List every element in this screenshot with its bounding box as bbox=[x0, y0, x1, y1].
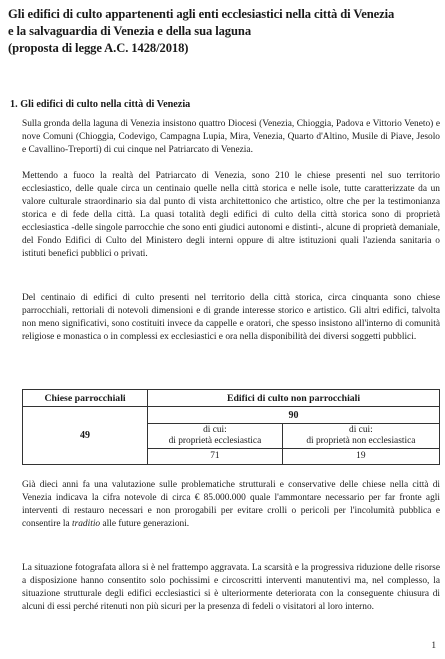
paragraph-diocesi: Sulla gronda della laguna di Venezia insistono quattro Diocesi (Venezia, Chioggia, Padova e Vittorio Veneto) e nove Comuni (Chioggia, Codevigo, Campagna Lupia, Mira, Venezia, Quarto d'Altino, Musile di Piave, Jesolo e Cavallino-Treporti) di cui cinque nel Patriarcato di Venezia. bbox=[22, 119, 440, 155]
paragraph-patriarcato: Mettendo a fuoco la realtà del Patriarcato di Venezia, sono 210 le chiese presenti nel suo territorio ecclesiastico, delle quale circa un centinaio quelle nella città storica e nelle isole, tutte caratterizzate da un valore culturale straordinario sia dal punto di vista architettonico che artistico, oltre che per la testimonianza storica e di fede della città. La quasi totalità degli edifici di culto della città storica sono di proprietà ecclesiastica -delle singole parrocchie che sono enti giudici autonomi e distinti-, alcune di proprietà demaniale, del Fondo Edifici di Culto del Ministero degli interni oppure di altre istituzioni quali l'azienda sanitaria o istituti benefici pubblici o privati. bbox=[22, 171, 440, 259]
churches-table bbox=[22, 389, 440, 465]
paragraph-situazione: La situazione fotografata allora si è nel frattempo aggravata. La scarsità e la progressiva riduzione delle risorse a disposizione hanno consentito solo pochissimi e circoscritti interventi manutentivi ma, nel complesso, la situazione strutturale degli edifici ecclesiastici si è ulteriormente deteriorata con la conseguente chiusura di alcuni di essi perché ritenuti non più sicuri per la presenza di fedeli o visitatori al loro interno. bbox=[22, 563, 440, 612]
table-header-row bbox=[23, 390, 440, 407]
paragraph-text: Già dieci anni fa una valutazione sulle problematiche strutturali e conservative delle chiese nella città di Venezia indicava la cifra notevole di circa € 85.000.000 quale l'ammontare necessario per far fronte agli interventi di restauro necessari e non prorogabili per evitare crolli o pericoli per l'incolumità pubblica e consentire la bbox=[22, 480, 440, 529]
title-line-3: (proposta di legge A.C. 1428/2018) bbox=[8, 41, 189, 55]
header-edifici-non-parrocchiali: Edifici di culto non parrocchiali bbox=[148, 390, 440, 407]
sub-header-ecclesiastica bbox=[148, 424, 283, 449]
title-line-2: e la salvaguardia di Venezia e della sua laguna bbox=[8, 24, 252, 38]
value-non-ecclesiastica: 19 bbox=[282, 449, 439, 465]
paragraph-centinaio: Del centinaio di edifici di culto presenti nel territorio della città storica, circa cinquanta sono chiese parrocchiali, rettoriali di notevoli dimensioni e di grande interesse storico e artistico. Gli altri edifici, talvolta non meno significativi, sono costituiti invece da cappelle e oratori, che spesso insistono all'interno di comunità religiose e monastica o in complessi ex ecclesiastici e ora nella disponibilità dei diversi soggetti pubblici. bbox=[22, 293, 440, 342]
section-heading: 1. Gli edifici di culto nella città di Venezia bbox=[10, 99, 191, 110]
table-row bbox=[23, 407, 440, 424]
sub-header-label: di proprietà ecclesiastica bbox=[168, 436, 262, 446]
value-total-non-parrocchiali: 90 bbox=[148, 407, 440, 424]
value-ecclesiastica: 71 bbox=[148, 449, 283, 465]
sub-header-label: di proprietà non ecclesiastica bbox=[306, 436, 416, 446]
value-chiese-parrocchiali: 49 bbox=[23, 407, 148, 465]
sub-header-label: di cui: bbox=[349, 425, 373, 435]
paragraph-valutazione bbox=[22, 479, 440, 531]
header-chiese-parrocchiali: Chiese parrocchiali bbox=[23, 390, 148, 407]
page-number: 1 bbox=[431, 641, 436, 651]
sub-header-non-ecclesiastica bbox=[282, 424, 439, 449]
document-title bbox=[8, 6, 438, 57]
title-line-1: Gli edifici di culto appartenenti agli enti ecclesiastici nella città di Venezia bbox=[8, 7, 395, 21]
sub-header-label: di cui: bbox=[203, 425, 227, 435]
italic-term: traditio bbox=[71, 519, 101, 529]
paragraph-text: alle future generazioni. bbox=[100, 519, 190, 529]
